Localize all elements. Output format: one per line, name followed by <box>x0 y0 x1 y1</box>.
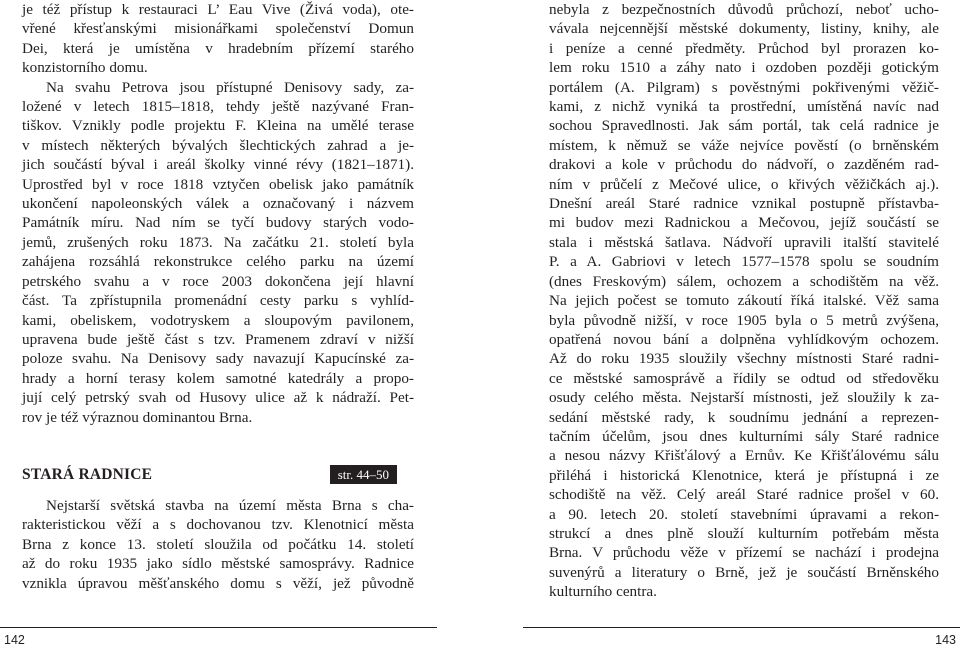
left-column <box>22 0 414 427</box>
text-line: i peníze a cenné předměty. Průchod byl prorazen ko- <box>549 39 939 57</box>
text-line: tiškov. Vznikly podle projektu F. Kleina na umělé terase <box>22 117 414 135</box>
text-line: poloze svahu. Na Denisovy sady navazují Kapucínské za- <box>22 350 414 368</box>
text-line: vřené křesťanskými misionářkami společenství Domun <box>22 20 414 38</box>
text-line: vávala nejcennější městské dokumenty, listiny, knihy, ale <box>549 20 939 38</box>
text-line: osudy celého města. Nejstarší místnosti, jež sloužily k za- <box>549 389 939 407</box>
text-line: upravena bude ještě část s tzv. Pramenem zdraví v nižší <box>22 330 414 348</box>
text-line: místem, k němuž se váže nejvíce pověstí (o brněnském <box>549 136 939 154</box>
text-line: Nejstarší světská stavba na území města Brna s cha- <box>46 497 414 514</box>
text-line: nebyla z bezpečnostních důvodů průchozí, neboť ucho- <box>549 1 939 18</box>
text-line: kami, z nichž vyniká ta prostřední, umístěná navíc nad <box>549 98 939 116</box>
text-line: Na svahu Petrova jsou přístupné Denisovy sady, za- <box>46 78 414 96</box>
section-heading: STARÁ RADNICE <box>22 465 153 483</box>
section-heading-row <box>22 465 397 484</box>
text-line: rov je též výraznou dominantou Brna. <box>22 408 253 426</box>
text-line: ce městské samosprávě a řídily se odtud od středověku <box>549 369 939 387</box>
section-body <box>22 496 414 593</box>
text-line: (dnes Freskovým) sálem, ochozem a schodištěm na věž. <box>549 272 939 290</box>
text-line: část. Ta zpřístupnila promenádní cesty parku s vyhlíd- <box>22 292 414 310</box>
text-line: jich součástí býval i areál školky vinné révy (1821–1871). <box>22 156 414 174</box>
text-line: sochou Spravedlnosti. Jak sám portál, tak celá radnice je <box>549 117 939 135</box>
text-line: a nesou názvy Křišťálový a Ernův. Ke Křišťálovému sálu <box>549 447 939 465</box>
page-reference-badge: str. 44–50 <box>330 465 397 484</box>
footer-rule-right <box>523 627 960 628</box>
text-line: ukončení napoleonských válek a označovaný i názvem <box>22 195 414 213</box>
text-line: Památník míru. Nad ním se tyčí budovy starých vodo- <box>22 214 414 232</box>
text-line: je též přístup k restauraci L’ Eau Vive (Živá voda), ote- <box>22 1 414 18</box>
text-line: Dei, která je umístěna v hradebním přízemí starého <box>22 39 414 57</box>
text-line: rakteristickou věží a s dochovanou tzv. Klenotnicí města <box>22 516 414 534</box>
text-line: v místech některých bývalých šlechtických zahrad a je- <box>22 136 414 154</box>
page-number-right: 143 <box>935 633 956 647</box>
text-line: schodiště na věž. Celý areál Staré radnice prošel v 60. <box>549 486 939 504</box>
text-line: jemů, zrušených roku 1873. Na začátku 21. století byla <box>22 233 414 251</box>
text-line: kulturního centra. <box>549 583 657 601</box>
text-line: až do roku 1935 jako sídlo městské samosprávy. Radnice <box>22 555 414 573</box>
text-line: sedání městské rady, k soudnímu jednání a reprezen- <box>549 408 939 426</box>
text-line: strukcí a dnes plně slouží kulturním potřebám města <box>549 524 939 542</box>
text-line: Dnešní areál Staré radnice vznikal postupně přístavba- <box>549 195 939 213</box>
text-line: Brna. V průchodu věže v přízemí se nachází i prodejna <box>549 544 939 562</box>
text-line: suvenýrů a literatury o Brně, jež je součástí Brněnského <box>549 563 939 581</box>
text-line: opatřená novou bání a dolpněna vyhlídkovým ochozem. <box>549 330 939 348</box>
text-line: vznikla úpravou měšťanského domu s věží, jež původně <box>22 574 414 592</box>
text-line: portálem (A. Pilgram) s pověstnými pokřivenými věžič- <box>549 78 939 96</box>
text-line: petrského svahu a v roce 2003 dokončena její hlavní <box>22 272 414 290</box>
text-line: P. a A. Gabriovi v letech 1577–1578 spolu se soudním <box>549 253 939 271</box>
text-line: byla původně nižší, v roce 1905 byla o 5 metrů zvýšena, <box>549 311 939 329</box>
text-line: mi budov mezi Radnickou a Mečovou, jejíž součástí se <box>549 214 939 232</box>
text-line: ložené v letech 1815–1818, tehdy ještě nazývané Fran- <box>22 98 414 116</box>
footer-rule-left <box>0 627 437 628</box>
text-line: kami, obeliskem, vodotryskem a sloupovým pavilonem, <box>22 311 414 329</box>
page-number-left: 142 <box>4 633 25 647</box>
text-line: Brna z konce 13. století sloužila od počátku 14. století <box>22 535 414 553</box>
text-line: ním v průčelí z Mečové ulice, o křivých věžičkách aj.). <box>549 175 939 193</box>
text-line: Až do roku 1935 sloužily všechny místnosti Staré radni- <box>549 350 939 368</box>
text-line: Na jejich počest se tomuto zákoutí říká italské. Věž sama <box>549 292 939 310</box>
text-line: jují celý petrský svah od Husovy ulice až k nádraží. Pet- <box>22 389 414 407</box>
text-line: tačním účelům, jsou dnes kulturními sály Staré radnice <box>549 427 939 445</box>
text-line: zahájena rozsáhlá rekonstrukce celého parku na území <box>22 253 414 271</box>
text-line: lem roku 1510 a záhy nato i ozdoben později gotickým <box>549 59 939 77</box>
text-line: a 90. letech 20. století stavebními úpravami a rekon- <box>549 505 939 523</box>
text-line: hrady a horní terasy kolem samotné katedrály a propo- <box>22 369 414 387</box>
text-line: přiléhá i historická Klenotnice, která je přístupná i ze <box>549 466 939 484</box>
text-line: konzistorního domu. <box>22 59 148 77</box>
right-column <box>549 0 939 602</box>
text-line: stala i městská šatlava. Nádvoří upravili italští stavitelé <box>549 233 939 251</box>
text-line: Uprostřed byl v roce 1818 vztyčen obelisk jako památník <box>22 175 414 193</box>
text-line: drakovi a kole v průchodu do nádvoří, o zazděném rad- <box>549 156 939 174</box>
